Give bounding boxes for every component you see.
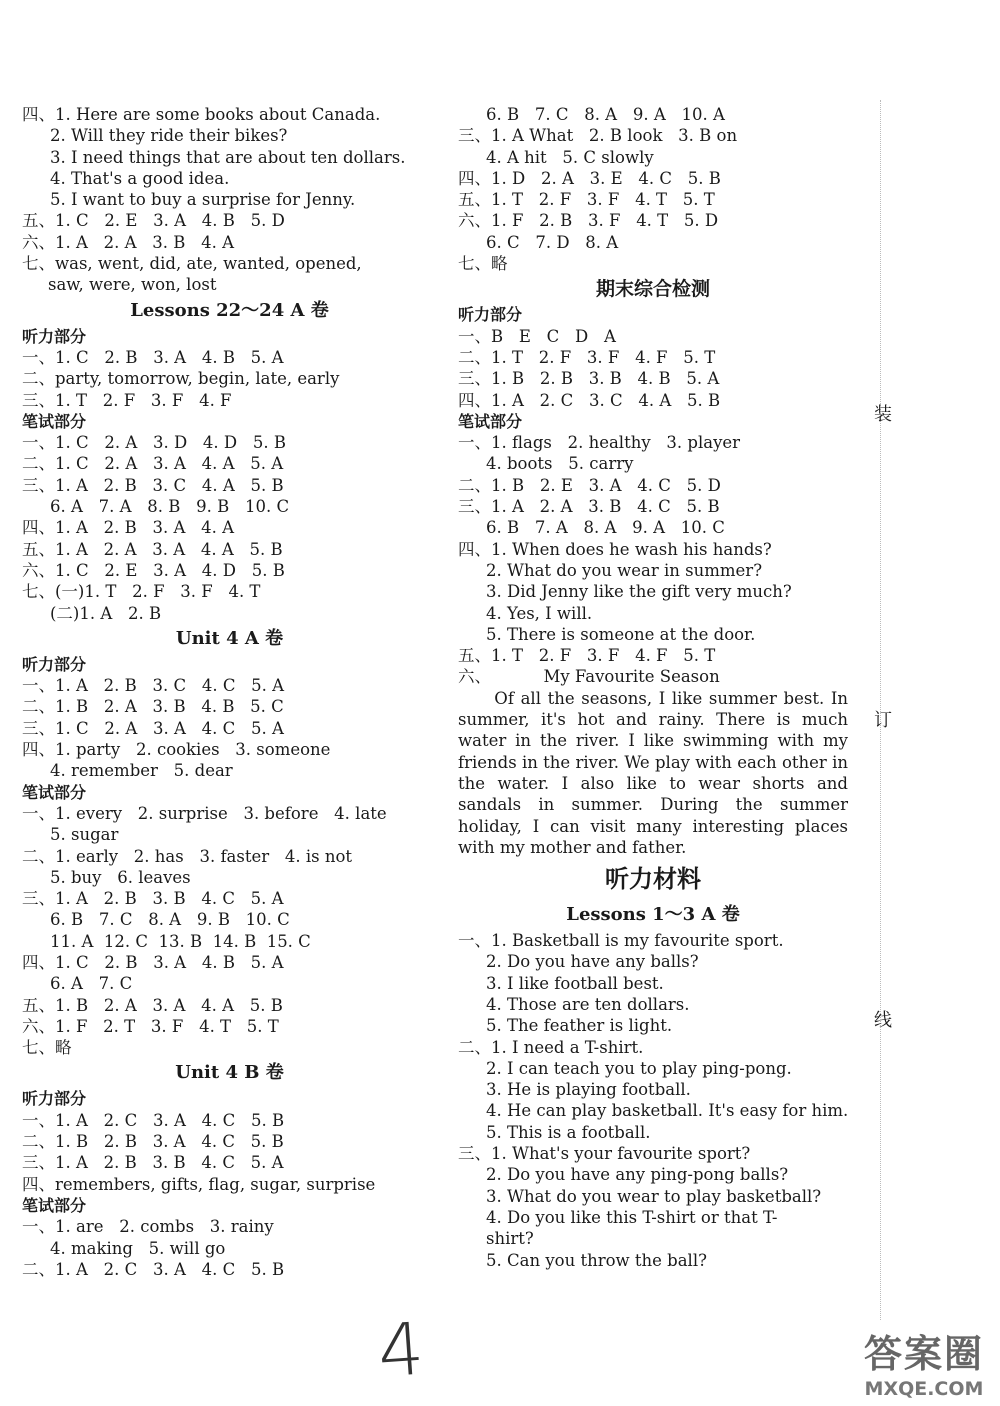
answer-line: 5. Can you throw the ball? [486,1250,707,1270]
answer-line: 三、1. A 2. B 3. B 4. C 5. A [22,889,284,909]
answer-line: 4. That's a good idea. [50,168,230,188]
answer-line: 五、1. A 2. A 3. A 4. A 5. B [22,539,283,559]
answer-line: 6. C 7. D 8. A [486,232,619,252]
answer-line: 2. Do you have any ping-pong balls? [486,1165,789,1185]
part-heading: 听力部分 [22,326,87,346]
answer-line: 一、1. A 2. C 3. A 4. C 5. B [22,1110,285,1130]
answer-line: 六、1. F 2. T 3. F 4. T 5. T [22,1016,279,1036]
answer-line: 3. I need things that are about ten dollars. [50,147,406,167]
part-heading: 笔试部分 [22,782,87,802]
answer-line: 4. A hit 5. C slowly [486,147,654,167]
left-column [22,104,437,1280]
answer-line: 四、1. A 2. B 3. A 4. A [22,518,235,538]
answer-line: 3. He is playing football. [486,1080,691,1100]
answer-line: 五、1. B 2. A 3. A 4. A 5. B [22,995,283,1015]
section-title: 期末综合检测 [595,278,710,301]
answer-line: 六、1. F 2. B 3. F 4. T 5. D [458,211,719,231]
answer-line: 三、1. B 2. B 3. B 4. B 5. A [458,369,720,389]
answer-line: 6. B 7. C 8. A 9. B 10. C [50,910,290,930]
answer-line: 四、1. D 2. A 3. E 4. C 5. B [458,168,721,188]
answer-line: 4. Yes, I will. [486,603,593,623]
right-top-block [458,104,848,688]
answer-line: 二、1. early 2. has 3. faster 4. is not [22,846,353,866]
answer-line: 6. B 7. A 8. A 9. A 10. C [486,518,725,538]
section-title: Unit 4 A 卷 [175,627,284,649]
answer-line: 二、1. B 2. E 3. A 4. C 5. D [458,475,721,495]
answer-line: 5. buy 6. leaves [50,867,191,887]
answer-line: 四、1. When does he wash his hands? [458,539,772,559]
section-title: Lessons 1～3 A 卷 [566,904,740,926]
answer-line: 三、1. A What 2. B look 3. B on [458,126,738,146]
answer-line: 三、1. C 2. A 3. A 4. C 5. A [22,718,284,738]
answer-line: 七、略 [22,1038,72,1058]
watermark-url: MXQE.COM [864,1378,984,1400]
answer-line: 七、was, went, did, ate, wanted, opened, [22,254,362,274]
answer-line: 三、1. A 2. B 3. C 4. A 5. B [22,475,284,495]
essay-text: Of all the seasons, I like summer best. In summer, it's hot and rainy. There is much water in the river. I like swimming with my friends in the river. We play with each other in the water. I also like to wear shorts and sandals in summer. During the summer holiday, I can visit many interesting places with my mother and father. [458,688,848,857]
answer-line: 五、1. C 2. E 3. A 4. B 5. D [22,211,285,231]
answer-line: 4. remember 5. dear [50,761,233,781]
answer-line: 一、1. are 2. combs 3. rainy [22,1217,274,1237]
answer-line: 二、party, tomorrow, begin, late, early [22,369,340,389]
answer-line: 六、 My Favourite Season [458,667,720,687]
answer-line: 七、(一)1. T 2. F 3. F 4. T [22,582,261,602]
answer-line: (二)1. A 2. B [50,603,162,623]
answer-line: 2. I can teach you to play ping-pong. [486,1058,792,1078]
answer-line: 4. Those are ten dollars. [486,994,690,1014]
answer-line: 三、1. A 2. B 3. B 4. C 5. A [22,1153,284,1173]
page-number: 4 [375,1306,427,1394]
answer-line: 3. What do you wear to play basketball? [486,1186,822,1206]
part-heading: 笔试部分 [22,1195,87,1215]
answer-line: 一、1. C 2. A 3. D 4. D 5. B [22,433,286,453]
essay-paragraph [458,688,848,858]
answer-line: 4. He can play basketball. It's easy for him. [486,1101,849,1121]
answer-line: 一、1. C 2. B 3. A 4. B 5. A [22,347,284,367]
answer-line: 5. sugar [50,825,119,845]
answer-line: 6. A 7. A 8. B 9. B 10. C [50,497,290,517]
section-title: 听力材料 [605,865,701,894]
part-heading: 听力部分 [22,654,87,674]
answer-line: 四、1. C 2. B 3. A 4. B 5. A [22,952,284,972]
answer-line: 七、略 [458,254,508,274]
answer-line: 四、1. A 2. C 3. C 4. A 5. B [458,390,721,410]
watermark [864,1323,984,1400]
binding-char-zhuang: 装 [874,404,892,425]
part-heading: 听力部分 [458,305,523,325]
right-column [458,104,848,1271]
answer-line: 5. The feather is light. [486,1016,673,1036]
answer-line: 6. A 7. C [50,974,133,994]
answer-line: 二、1. I need a T-shirt. [458,1037,644,1057]
answer-line: 一、1. every 2. surprise 3. before 4. late [22,803,387,823]
answer-line: 六、1. C 2. E 3. A 4. D 5. B [22,560,285,580]
part-heading: 笔试部分 [458,411,523,431]
section-title: Lessons 22～24 A 卷 [130,299,329,321]
answer-line: 5. There is someone at the door. [486,624,756,644]
answer-line: 4. Do you like this T-shirt or that T- [486,1207,778,1227]
answer-line: 一、1. flags 2. healthy 3. player [458,433,741,453]
answer-line: 三、1. A 2. A 3. B 4. C 5. B [458,497,720,517]
answer-line: 五、1. T 2. F 3. F 4. T 5. T [458,190,715,210]
right-bottom-block [458,858,848,1271]
answer-line: 一、1. Basketball is my favourite sport. [458,931,784,951]
binding-char-xian: 线 [874,1010,892,1031]
answer-line: 四、1. party 2. cookies 3. someone [22,740,331,760]
answer-line: 二、1. C 2. A 3. A 4. A 5. A [22,454,284,474]
answer-line: 4. making 5. will go [50,1238,226,1258]
answer-line: 四、remembers, gifts, flag, sugar, surprise [22,1174,376,1194]
answer-line: 五、1. T 2. F 3. F 4. F 5. T [458,646,716,666]
answer-line: 5. I want to buy a surprise for Jenny. [50,190,356,210]
answer-line: 4. boots 5. carry [486,454,634,474]
watermark-logo-text: 答案圈 [863,1332,984,1376]
answer-line: 三、1. What's your favourite sport? [458,1144,751,1164]
answer-line: 11. A 12. C 13. B 14. B 15. C [50,931,311,951]
answer-line: 6. B 7. C 8. A 9. A 10. A [486,105,725,124]
part-heading: 笔试部分 [22,411,87,431]
answer-line: 2. Will they ride their bikes? [50,126,288,146]
answer-line: 六、1. A 2. A 3. B 4. A [22,232,235,252]
answer-line: 二、1. A 2. C 3. A 4. C 5. B [22,1259,285,1279]
part-heading: 听力部分 [22,1089,87,1109]
answer-line: 5. This is a football. [486,1122,651,1142]
answer-line: 一、B E C D A [458,326,616,346]
section-title: Unit 4 B 卷 [175,1062,284,1084]
binding-char-ding: 订 [874,710,892,731]
answer-line: 四、1. Here are some books about Canada. [22,105,381,124]
answer-line: shirt? [486,1229,534,1249]
answer-line: 2. What do you wear in summer? [486,560,763,580]
answer-line: 三、1. T 2. F 3. F 4. F [22,390,232,410]
answer-line: 3. Did Jenny like the gift very much? [486,582,792,602]
answer-line: 二、1. B 2. B 3. A 4. C 5. B [22,1132,284,1152]
answer-line: 二、1. B 2. A 3. B 4. B 5. C [22,697,284,717]
answer-line: saw, were, won, lost [48,275,217,295]
answer-line: 二、1. T 2. F 3. F 4. F 5. T [458,347,716,367]
answer-line: 3. I like football best. [486,973,664,993]
answer-line: 2. Do you have any balls? [486,952,699,972]
answer-line: 一、1. A 2. B 3. C 4. C 5. A [22,676,285,696]
